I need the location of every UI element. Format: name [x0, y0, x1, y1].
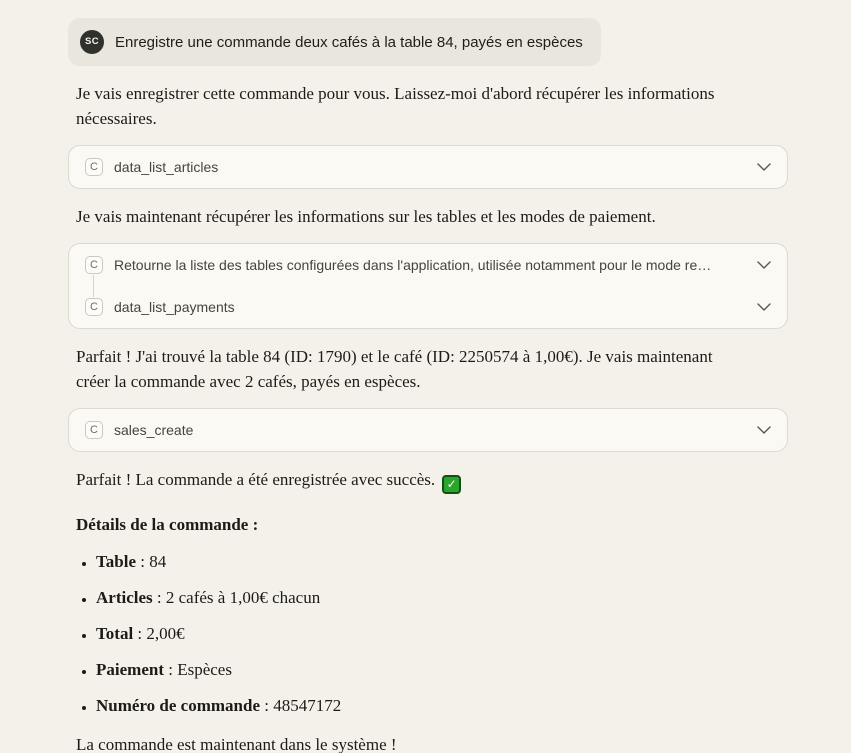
detail-label: Paiement: [96, 659, 164, 679]
tool-call-row-sales-create[interactable]: [69, 409, 787, 451]
detail-item-articles: • Articles : 2 cafés à 1,00€ chacun: [96, 587, 788, 608]
tool-call-row-data-list-articles[interactable]: [69, 146, 787, 188]
success-text: Parfait ! La commande a été enregistrée avec succès.: [76, 470, 436, 489]
tool-call-group-1: [68, 145, 788, 189]
assistant-paragraph-success: [76, 467, 736, 494]
tool-call-group-3: [68, 408, 788, 452]
detail-value: Espèces: [177, 659, 232, 679]
tool-call-row-data-list-payments[interactable]: [69, 286, 787, 328]
tool-call-row-list-tables[interactable]: [69, 244, 787, 286]
tool-description: Retourne la liste des tables configurées dans l'application, utilisée notamment pour le mode re…: [114, 257, 712, 273]
tool-name: data_list_payments: [114, 299, 235, 315]
tool-name: sales_create: [114, 422, 194, 438]
order-details-list: [76, 551, 788, 716]
tool-connector-line: [93, 275, 94, 297]
assistant-paragraph-2: Je vais maintenant récupérer les informations sur les tables et les modes de paiement.: [76, 207, 656, 226]
tool-call-group-2: [68, 243, 788, 329]
tool-badge-icon: C: [85, 421, 103, 439]
user-message: [68, 18, 601, 66]
tool-name: data_list_articles: [114, 159, 219, 175]
detail-value: 84: [149, 551, 167, 571]
detail-item-paiement: • Paiement : Espèces: [96, 659, 788, 680]
assistant-paragraph-closing: La commande est maintenant dans le système !: [76, 734, 397, 753]
chevron-down-icon[interactable]: [757, 303, 771, 311]
chevron-down-icon[interactable]: [757, 163, 771, 171]
detail-label: Total: [96, 623, 134, 643]
user-message-text: Enregistre une commande deux cafés à la table 84, payés en espèces: [115, 33, 583, 51]
chevron-down-icon[interactable]: [757, 261, 771, 269]
detail-value: 48547172: [273, 695, 342, 715]
details-heading: Détails de la commande :: [76, 514, 259, 534]
user-avatar: SC: [80, 30, 104, 54]
assistant-paragraph-3: Parfait ! J'ai trouvé la table 84 (ID: 1790) et le café (ID: 2250574 à 1,00€). Je vais maintenant créer la commande avec 2 cafés, payés en espèces.: [76, 347, 713, 391]
detail-item-numero: • Numéro de commande : 48547172: [96, 695, 788, 716]
detail-label: Articles: [96, 587, 153, 607]
tool-badge-icon: C: [85, 256, 103, 274]
detail-item-total: • Total : 2,00€: [96, 623, 788, 644]
detail-label: Numéro de commande: [96, 695, 260, 715]
success-check-icon: ✓: [442, 475, 461, 494]
tool-badge-icon: C: [85, 298, 103, 316]
chevron-down-icon[interactable]: [757, 426, 771, 434]
detail-label: Table: [96, 551, 137, 571]
assistant-paragraph-1: Je vais enregistrer cette commande pour vous. Laissez-moi d'abord récupérer les informations nécessaires.: [76, 84, 715, 128]
tool-badge-icon: C: [85, 158, 103, 176]
detail-value: 2 cafés à 1,00€ chacun: [165, 587, 321, 607]
detail-item-table: • Table : 84: [96, 551, 788, 572]
detail-value: 2,00€: [146, 623, 185, 643]
